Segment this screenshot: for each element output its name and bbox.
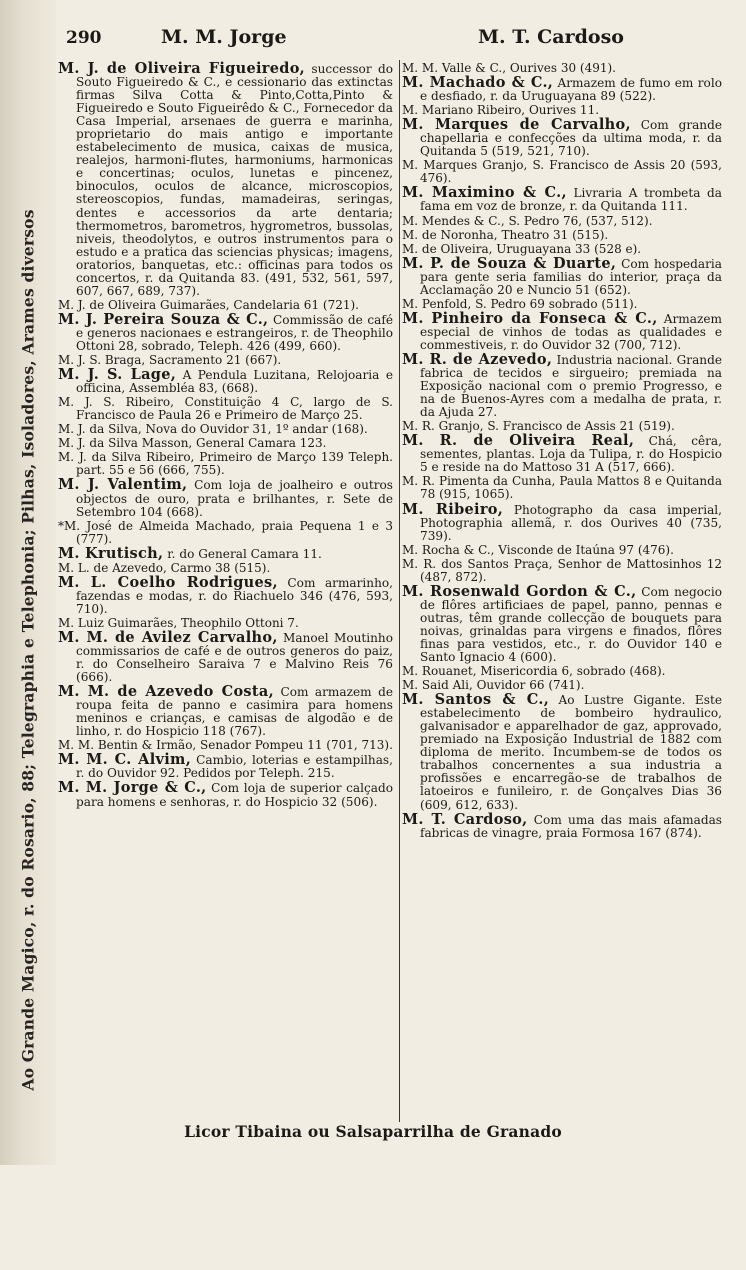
directory-entry [402,254,722,297]
running-head-left: M. M. Jorge [161,26,287,48]
entry-text: M. Mendes & C., S. Pedro 76, (537, 512). [402,213,653,228]
directory-entry [58,437,393,450]
directory-entry [402,693,722,811]
page-number: 290 [66,28,102,48]
directory-entry [58,781,393,808]
directory-entry [58,423,393,436]
entry-name: M. P. de Souza & Duarte, [402,254,617,272]
entry-name: M. Marques de Carvalho, [402,116,631,134]
entry-text: M. R. Granjo, S. Francisco de Assis 21 (519). [402,419,675,434]
directory-entry [58,368,393,395]
left-column [58,62,393,810]
directory-entry [58,396,393,422]
directory-entry [402,309,722,352]
entry-text: M. L. de Azevedo, Carmo 38 (515). [58,560,271,575]
entry-text: Livraria A trombeta da fama em voz de bronze, r. da Quitanda 111. [420,186,722,214]
entry-text: M. J. da Silva, Nova do Ouvidor 31, 1º andar (168). [58,422,368,437]
entry-text: M. J. da Silva Ribeiro, Primeiro de Março 139 Teleph. part. 55 e 56 (666, 755). [58,450,393,478]
entry-text: M. Luiz Guimarães, Theophilo Ottoni 7. [58,615,299,630]
directory-entry [402,118,722,158]
entry-text: M. J. da Silva Masson, General Camara 123. [58,436,327,451]
entry-name: M. J. Pereira Souza & C., [58,310,269,328]
entry-text: Armazem especial de vinhos de todas as qualidades e commestiveis, r. do Ouvidor 32 (700, 712). [420,311,722,352]
entry-text: successor do Souto Figueiredo & C., e cessionario das extinctas firmas Silva Cotta & Pinto,Cotta,Pinto & Figueiredo e Souto Figueirêdo & C., Fornecedor da Casa Imperial, arsenaes de guerra e marinha, proprietario do mais antigo e importante estabelecimento de musica, caixas de musica, realejos, harmoni-flutes, harmoniums, harmonicas e concertinas; oculos, lunetas e pincenez, binoculos, oculos de alcance, microscopios, stereoscopios, fundas, mamadeiras, seringas, dentes e accessorios da arte dentaria; thermometros, barometros, hygrometros, bussolas, niveis, theodolytos, e outros instrumentos para o estudo e a pratica das sciencias physicas; imagens, oratorios, banquetas, etc.: officinas para todos os concertos, r. da Quitanda 83. (491, 532, 561, 597, 607, 667, 689, 737). [76,62,393,298]
footer-advertisement: Licor Tibaina ou Salsaparrilha de Granado [184,1122,562,1141]
entry-text: Armazem de fumo em rolo e desfiado, r. da Uruguayana 89 (522). [420,76,722,104]
entry-text: Com loja de superior calçado para homens e senhoras, r. do Hospicio 32 (506). [76,781,393,809]
directory-entry [402,159,722,185]
entry-text: Commissão de café e generos nacionaes e estrangeiros, r. de Theophilo Ottoni 28, sobrado, Teleph. 426 (499, 660). [76,312,393,353]
entry-text: M. J. S. Ribeiro, Constituição 4 C, largo de S. Francisco de Paula 26 e Primeiro de Março 25. [58,395,393,423]
directory-entry [402,229,722,242]
entry-text: M. Said Ali, Ouvidor 66 (741). [402,678,585,693]
entry-name: M. L. Coelho Rodrigues, [58,573,278,591]
directory-entry [58,628,393,685]
running-head-right: M. T. Cardoso [478,26,624,48]
entry-text: r. do General Camara 11. [167,546,322,561]
entry-name: M. Santos & C., [402,691,550,709]
directory-entry [402,186,722,213]
entry-text: A Pendula Luzitana, Relojoaria e officina, Assembléa 83, (668). [76,368,393,396]
entry-name: M. M. Jorge & C., [58,779,207,797]
entry-name: M. Pinheiro da Fonseca & C., [402,309,658,327]
entry-name: M. Krutisch, [58,544,164,562]
directory-entry [402,215,722,228]
directory-entry [402,500,722,543]
directory-entry [58,544,393,562]
entry-text: Com uma das mais afamadas fabricas de vinagre, praia Formosa 167 (874). [420,812,722,840]
entry-name: M. M. C. Alvim, [58,751,192,769]
entry-name: M. J. S. Lage, [58,366,177,384]
entry-text: Com armazem de roupa feita de panno e casimira para homens meninos e crianças, e camisas de algodão e de linho, r. do Hospicio 118 (767). [76,685,393,739]
entry-text: M. Penfold, S. Pedro 69 sobrado (511). [402,296,638,311]
entry-text: Com armarinho, fazendas e modas, r. do Riachuelo 346 (476, 593, 710). [76,575,393,616]
entry-text: M. de Noronha, Theatro 31 (515). [402,227,609,242]
directory-entry [58,753,393,780]
entry-name: M. J. Valentim, [58,476,188,494]
entry-text: Industria nacional. Grande fabrica de tecidos e sirgueiro; premiada na Exposição nacional com o premio Progresso, e na de Buenos-Ayres com a medalha de prata, r. da Ajuda 27. [420,352,722,420]
entry-text: M. Marques Granjo, S. Francisco de Assis 20 (593, 476). [402,158,722,186]
directory-entry [58,685,393,738]
entry-name: M. Ribeiro, [402,500,504,518]
entry-name: M. R. de Azevedo, [402,350,553,368]
entry-text: M. M. Valle & C., Ourives 30 (491). [402,61,616,75]
entry-name: M. R. de Oliveira Real, [402,432,635,450]
directory-entry [402,665,722,678]
entry-text: Com grande chapellaria e confecções da ultima moda, r. da Quitanda 5 (519, 521, 710). [420,118,722,159]
directory-entry [402,810,722,840]
entry-text: Com hospedaria para gente seria familias do interior, praça da Acclamação 20 e Nuncio 51 (652). [420,256,722,297]
directory-entry [402,434,722,474]
directory-entry [402,475,722,501]
entry-text: M. Rouanet, Misericordia 6, sobrado (468). [402,664,666,679]
entry-text: Manoel Moutinho commissarios de café e de outros generos do paiz, r. do Conselheiro Saraiva 7 e Malvino Reis 76 (666). [76,630,393,685]
entry-text: M. de Oliveira, Uruguayana 33 (528 e). [402,241,642,256]
entry-name: M. T. Cardoso, [402,810,528,828]
entry-name: M. Maximino & C., [402,184,567,202]
entry-text: Chá, cêra, sementes, plantas. Loja da Tulipa, r. do Hospicio 5 e reside na do Mattoso 31 A (517, 666). [420,434,722,475]
entry-name: M. M. de Avilez Carvalho, [58,628,278,646]
entry-text: M. M. Bentin & Irmão, Senador Pompeu 11 (701, 713). [58,738,393,753]
directory-entry [58,478,393,518]
page-header [66,24,718,52]
directory-entry [402,350,722,420]
directory-entry [402,76,722,103]
entry-text: Com loja de joalheiro e outros objectos de ouro, prata e brilhantes, r. Sete de Setembro 104 (668). [76,478,393,519]
entry-text: Ao Lustre Gigante. Este estabelecimento de bombeiro hydraulico, galvanisador e apparelhador de gaz, approvado, premiado na Exposição Industrial de 1882 com diploma de merito. Incumbem-se de todos os trabalhos concernentes a sua industria a profissões e encarregão-se de trabalhos de latoeiros e funileiro, r. de Gonçalves Dias 36 (609, 612, 633). [420,693,722,812]
entry-text: Cambio, loterias e estampilhas, r. do Ouvidor 92. Pedidos por Teleph. 215. [76,753,393,781]
entry-text: M. J. S. Braga, Sacramento 21 (667). [58,353,282,368]
entry-text: Photographo da casa imperial, Photographia allemã, r. dos Ourives 40 (735, 739). [420,502,722,543]
directory-entry [402,558,722,584]
column-divider [399,60,400,1122]
directory-entry [58,451,393,477]
directory-entry [58,573,393,616]
directory-entry [402,544,722,557]
directory-entry [58,520,393,546]
entry-text: M. Rocha & C., Visconde de Itaúna 97 (476). [402,542,674,557]
entry-text: M. R. dos Santos Praça, Senhor de Mattosinhos 12 (487, 872). [402,556,722,584]
entry-name: M. Machado & C., [402,74,554,92]
entry-text: *M. José de Almeida Machado, praia Pequena 1 e 3 (777). [58,518,393,546]
directory-entry [58,310,393,353]
entry-text: M. Mariano Ribeiro, Ourives 11. [402,103,600,118]
entry-text: M. J. de Oliveira Guimarães, Candelaria 61 (721). [58,297,359,312]
entry-text: Com negocio de flôres artificiaes de papel, panno, pennas e outras, têm grande collecção de bouquets para noivas, grinaldas para virgens e finados, flôres finas para vestidos, etc., r. do Ouvidor 140 e Santo Ignacio 4 (600). [420,584,722,665]
entry-text: M. R. Pimenta da Cunha, Paula Mattos 8 e Quitanda 78 (915, 1065). [402,474,722,502]
side-advertisement: Ao Grande Magico, r. do Rosario, 88; Telegraphia e Telephonia; Pilhas, Isoladores, Arames diversos [18,209,38,1091]
directory-entry [58,62,393,298]
entry-name: M. J. de Oliveira Figueiredo, [58,60,306,77]
right-column [402,62,722,841]
directory-entry [402,582,722,665]
entry-name: M. Rosenwald Gordon & C., [402,582,637,600]
entry-name: M. M. de Azevedo Costa, [58,683,274,701]
